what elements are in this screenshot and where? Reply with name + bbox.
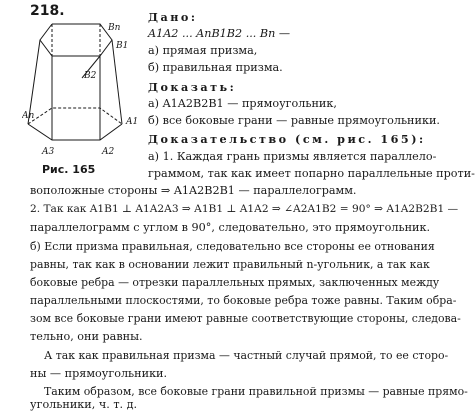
label-a1: A1 bbox=[126, 117, 139, 127]
proof-line: воположные стороны ⇒ A1A2B2B1 — параллелограмм. bbox=[30, 184, 357, 197]
given-item: а) прямая призма, bbox=[148, 44, 258, 57]
proof-heading: Доказательство (см. рис. 165): bbox=[148, 132, 426, 146]
proof-line: угольники, ч. т. д. bbox=[30, 398, 138, 411]
label-an: An bbox=[22, 111, 35, 121]
proof-line: 2. Так как A1B1 ⊥ A1A2A3 ⇒ A1B1 ⊥ A1A2 ⇒ ∠A2A1B2 = 90° ⇒ A1A2B2B1 — bbox=[30, 203, 459, 215]
prove-item: б) все боковые грани — равные прямоугольники. bbox=[148, 114, 440, 127]
top-base bbox=[40, 24, 112, 56]
proof-line: б) Если призма правильная, следовательно все стороны ее отнования bbox=[30, 240, 435, 253]
problem-number: 218. bbox=[30, 3, 65, 19]
label-bn: Bn bbox=[108, 23, 121, 33]
proof-line: Таким образом, все боковые грани правильной призмы — равные прямо- bbox=[44, 385, 468, 398]
proof-line: параллелограмм с углом в 90°, следовательно, это прямоугольник. bbox=[30, 221, 431, 234]
label-b2: B2 bbox=[84, 71, 97, 81]
prove-item: а) A1A2B2B1 — прямоугольник, bbox=[148, 97, 337, 110]
proof-line: равны, так как в основании лежит правильный n-угольник, а так как bbox=[30, 258, 430, 271]
proof-line: боковые ребра — отрезки параллельных прямых, заключенных между bbox=[30, 276, 440, 289]
given-heading: Дано: bbox=[148, 10, 198, 24]
proof-line: граммом, так как имеет попарно параллельные проти- bbox=[148, 167, 475, 180]
given-line: A1A2 ... AnB1B2 ... Bn — bbox=[148, 27, 291, 40]
proof-line: А так как правильная призма — частный случай прямой, то ее сторо- bbox=[44, 349, 449, 362]
proof-line: параллельными плоскостями, то боковые ребра тоже равны. Таким обра- bbox=[30, 294, 457, 307]
proof-line: тельно, они равны. bbox=[30, 330, 143, 343]
figure-caption: Рис. 165 bbox=[42, 163, 96, 176]
prove-heading: Доказать: bbox=[148, 80, 237, 94]
label-a3: A3 bbox=[42, 147, 55, 157]
given-item: б) правильная призма. bbox=[148, 61, 283, 74]
proof-line: ны — прямоугольники. bbox=[30, 367, 168, 380]
label-b1: B1 bbox=[116, 41, 129, 51]
proof-line: зом все боковые грани имеют равные соответствующие стороны, следова- bbox=[30, 312, 461, 325]
label-a2: A2 bbox=[102, 147, 115, 157]
prism-figure bbox=[22, 18, 140, 160]
proof-line: а) 1. Каждая грань призмы является параллело- bbox=[148, 150, 437, 163]
